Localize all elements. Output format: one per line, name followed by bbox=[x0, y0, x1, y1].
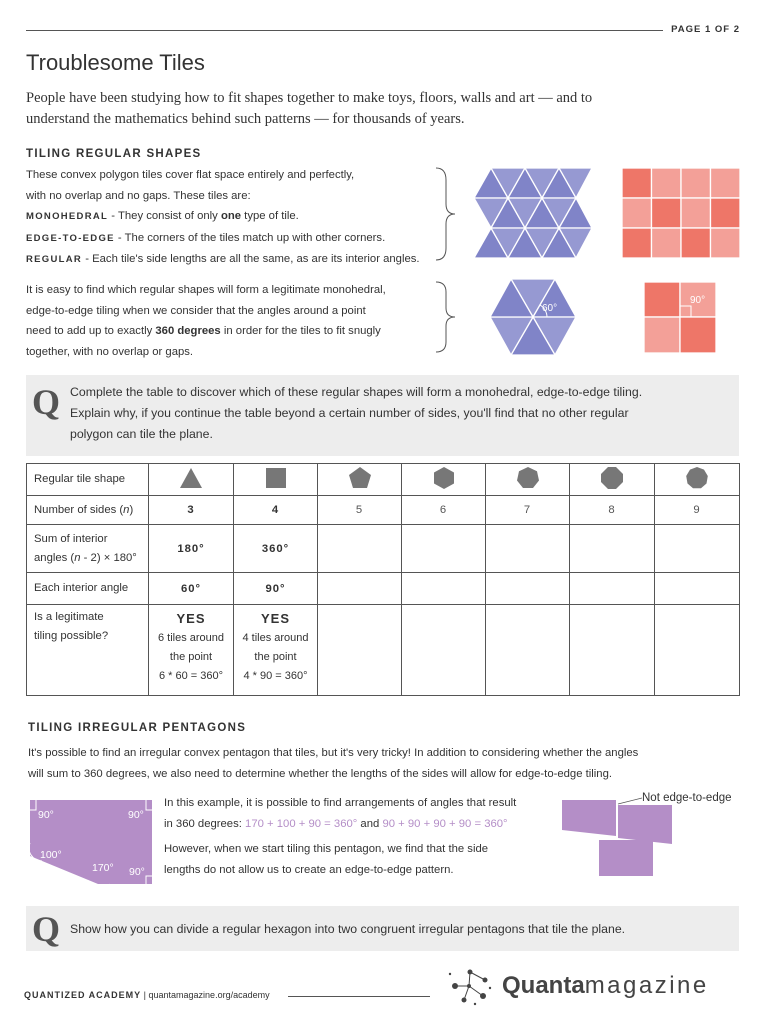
answer-cell[interactable] bbox=[655, 573, 740, 605]
sides-cell: 8 bbox=[570, 496, 655, 525]
svg-text:90°: 90° bbox=[38, 809, 54, 821]
table-row bbox=[27, 573, 740, 605]
row-label-legit: Is a legitimate tiling possible? bbox=[27, 605, 149, 696]
sides-cell: 9 bbox=[655, 496, 740, 525]
sides-cell: 5 bbox=[318, 496, 402, 525]
answer-cell[interactable] bbox=[402, 573, 486, 605]
pentagon-intro-text: It's possible to find an irregular convex pentagon that tiles, but it's very tricky! In addition to considering whether the angles will sum to 360 degrees, we also need to determine whether the lengths of the sides will allow for edge-to-edge tiling. bbox=[28, 747, 639, 780]
answer-cell[interactable] bbox=[486, 605, 570, 696]
answer-cell[interactable] bbox=[318, 605, 402, 696]
pentagon-tiling-diagram bbox=[560, 796, 674, 880]
regular-shapes-table bbox=[26, 463, 740, 696]
answer-cell[interactable] bbox=[402, 605, 486, 696]
answer-cell[interactable] bbox=[318, 573, 402, 605]
question-mark-icon: Q bbox=[32, 382, 61, 422]
regular-definition-text: These convex polygon tiles cover flat space entirely and perfectly, with no overlap and no gaps. These tiles are: MONOHEDRAL - They consist of only one type of tile. EDGE-TO-EDGE - The corners of the tiles match up with other corners. REGULAR - Each tile's side lengths are all the same, as are its interior angles. bbox=[26, 169, 420, 265]
sum-cell: 360° bbox=[234, 525, 318, 573]
not-edge-label: Not edge-to-edge bbox=[642, 792, 732, 804]
sides-cell: 6 bbox=[402, 496, 486, 525]
answer-cell[interactable] bbox=[570, 573, 655, 605]
heptagon-icon bbox=[516, 466, 540, 490]
section-heading-pentagons: TILING IRREGULAR PENTAGONS bbox=[28, 722, 247, 734]
answer-cell[interactable] bbox=[655, 605, 740, 696]
square-tiling bbox=[622, 168, 740, 260]
footer-rule bbox=[288, 996, 430, 997]
pentagon-diagram bbox=[30, 800, 154, 886]
page-label: PAGE 1 OF 2 bbox=[671, 24, 740, 35]
footer-link[interactable]: quantamagazine.org/academy bbox=[148, 990, 270, 1000]
square-angle-diagram bbox=[644, 282, 718, 354]
svg-text:90°: 90° bbox=[128, 809, 144, 821]
row-label-sides: Number of sides (n) bbox=[27, 496, 149, 525]
triangle-tiling bbox=[474, 168, 592, 260]
svg-text:170°: 170° bbox=[92, 862, 114, 874]
answer-cell[interactable] bbox=[655, 525, 740, 573]
sides-cell: 4 bbox=[234, 496, 318, 525]
section-heading-regular: TILING REGULAR SHAPES bbox=[26, 148, 202, 160]
legit-cell: YES 4 tiles around the point 4 * 90 = 360° bbox=[234, 605, 318, 696]
angle-cell: 60° bbox=[149, 573, 234, 605]
sides-cell: 3 bbox=[149, 496, 234, 525]
brace-icon bbox=[434, 280, 458, 354]
row-label-shape: Regular tile shape bbox=[27, 464, 149, 496]
question-2-text: Show how you can divide a regular hexagon into two congruent irregular pentagons that tile the plane. bbox=[70, 922, 626, 936]
answer-cell[interactable] bbox=[486, 525, 570, 573]
hexagon-icon bbox=[432, 466, 456, 490]
pentagon-icon bbox=[348, 466, 372, 490]
sum-cell: 180° bbox=[149, 525, 234, 573]
angle-rule-text: It is easy to find which regular shapes will form a legitimate monohedral, edge-to-edge tiling when we consider that the angles around a point need to add up to exactly 360 degrees in order for the tiles to fit snugly together, with no overlap or gaps. bbox=[26, 284, 386, 358]
svg-text:100°: 100° bbox=[40, 849, 62, 861]
legit-cell: YES 6 tiles around the point 6 * 60 = 360° bbox=[149, 605, 234, 696]
answer-cell[interactable] bbox=[570, 525, 655, 573]
answer-cell[interactable] bbox=[402, 525, 486, 573]
table-row bbox=[27, 464, 740, 496]
hex-angle-label: 60° bbox=[542, 303, 558, 314]
row-label-angle: Each interior angle bbox=[27, 573, 149, 605]
answer-cell[interactable] bbox=[318, 525, 402, 573]
angle-cell: 90° bbox=[234, 573, 318, 605]
pentagon-example-text: In this example, it is possible to find arrangements of angles that result in 360 degrees: 170 + 100 + 90 = 360° and 90 + 90 + 90 + 90 = 360° However, when we start tiling this pentagon, we find that the side lengths do not allow us to create an edge-to-edge pattern. bbox=[164, 797, 517, 876]
quanta-logo: Quantamagazine bbox=[502, 972, 709, 999]
question-mark-icon: Q bbox=[32, 909, 61, 949]
octagon-icon bbox=[600, 466, 624, 490]
table-row bbox=[27, 496, 740, 525]
question-box-1 bbox=[26, 375, 739, 456]
answer-cell[interactable] bbox=[570, 605, 655, 696]
question-box-2 bbox=[26, 906, 739, 951]
brace-icon bbox=[434, 166, 458, 262]
table-row bbox=[27, 525, 740, 573]
square-angle-label: 90° bbox=[690, 295, 706, 306]
intro-text: People have been studying how to fit shapes together to make toys, floors, walls and art — and to understand the mathematics behind such patterns — for thousands of years. bbox=[26, 90, 593, 127]
question-1-text: Complete the table to discover which of these regular shapes will form a monohedral, edge-to-edge tiling. Explain why, if you continue the table beyond a certain number of sides, you'll find that no other regular polygon can tile the plane. bbox=[70, 385, 643, 441]
footer-credit: QUANTIZED ACADEMY | quantamagazine.org/academy bbox=[24, 990, 270, 1000]
row-label-sum: Sum of interior angles (n - 2) × 180° bbox=[27, 525, 149, 573]
triangle-icon bbox=[179, 467, 203, 489]
page-title: Troublesome Tiles bbox=[26, 50, 205, 75]
quanta-logo-icon bbox=[447, 966, 493, 1006]
sides-cell: 7 bbox=[486, 496, 570, 525]
answer-cell[interactable] bbox=[486, 573, 570, 605]
table-row bbox=[27, 605, 740, 696]
hexagon-angle-diagram bbox=[490, 278, 576, 356]
nonagon-icon bbox=[685, 466, 709, 490]
square-icon bbox=[265, 467, 287, 489]
header-rule bbox=[26, 30, 663, 31]
svg-text:90°: 90° bbox=[129, 866, 145, 878]
